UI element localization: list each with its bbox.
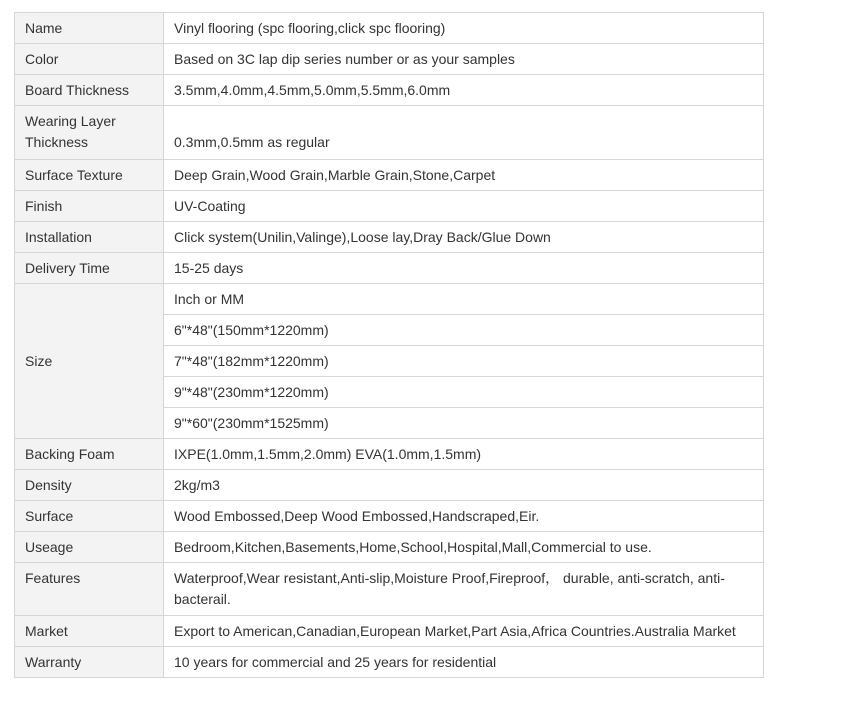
table-row bbox=[15, 44, 764, 75]
table-row bbox=[15, 160, 764, 191]
row-label: Backing Foam bbox=[15, 439, 164, 470]
table-row bbox=[15, 616, 764, 647]
table-row bbox=[15, 647, 764, 678]
row-value: Wood Embossed,Deep Wood Embossed,Handscraped,Eir. bbox=[164, 501, 764, 532]
row-label: Installation bbox=[15, 222, 164, 253]
row-label: Warranty bbox=[15, 647, 164, 678]
row-value: 15-25 days bbox=[164, 253, 764, 284]
row-value: Based on 3C lap dip series number or as your samples bbox=[164, 44, 764, 75]
row-value: 10 years for commercial and 25 years for residential bbox=[164, 647, 764, 678]
row-value: 2kg/m3 bbox=[164, 470, 764, 501]
size-option: 9"*48"(230mm*1220mm) bbox=[164, 377, 764, 408]
size-option: Inch or MM bbox=[164, 284, 764, 315]
row-value: UV-Coating bbox=[164, 191, 764, 222]
size-option: 6"*48"(150mm*1220mm) bbox=[164, 315, 764, 346]
size-option: 9"*60"(230mm*1525mm) bbox=[164, 408, 764, 439]
row-value: Waterproof,Wear resistant,Anti-slip,Moisture Proof,Fireproof， durable, anti-scratch, anti-bacterail. bbox=[164, 563, 764, 616]
table-row bbox=[15, 532, 764, 563]
row-label: Surface bbox=[15, 501, 164, 532]
table-row bbox=[15, 284, 764, 315]
row-label: Board Thickness bbox=[15, 75, 164, 106]
row-label: Wearing Layer Thickness bbox=[15, 106, 164, 160]
row-value: 0.3mm,0.5mm as regular bbox=[164, 106, 764, 160]
table-row bbox=[15, 470, 764, 501]
table-row bbox=[15, 439, 764, 470]
row-value: Vinyl flooring (spc flooring,click spc flooring) bbox=[164, 13, 764, 44]
row-label: Finish bbox=[15, 191, 164, 222]
row-label: Color bbox=[15, 44, 164, 75]
row-value: 3.5mm,4.0mm,4.5mm,5.0mm,5.5mm,6.0mm bbox=[164, 75, 764, 106]
spec-table bbox=[14, 12, 764, 678]
row-value: Export to American,Canadian,European Market,Part Asia,Africa Countries.Australia Market bbox=[164, 616, 764, 647]
size-option: 7"*48"(182mm*1220mm) bbox=[164, 346, 764, 377]
table-row bbox=[15, 13, 764, 44]
table-row bbox=[15, 106, 764, 160]
row-label: Useage bbox=[15, 532, 164, 563]
row-label: Delivery Time bbox=[15, 253, 164, 284]
table-row bbox=[15, 191, 764, 222]
table-row bbox=[15, 501, 764, 532]
row-label: Market bbox=[15, 616, 164, 647]
table-row bbox=[15, 253, 764, 284]
row-value: Click system(Unilin,Valinge),Loose lay,Dray Back/Glue Down bbox=[164, 222, 764, 253]
row-label: Size bbox=[15, 284, 164, 439]
row-label: Name bbox=[15, 13, 164, 44]
table-row bbox=[15, 222, 764, 253]
row-value: Bedroom,Kitchen,Basements,Home,School,Hospital,Mall,Commercial to use. bbox=[164, 532, 764, 563]
row-value: IXPE(1.0mm,1.5mm,2.0mm) EVA(1.0mm,1.5mm) bbox=[164, 439, 764, 470]
row-label: Density bbox=[15, 470, 164, 501]
row-value: Deep Grain,Wood Grain,Marble Grain,Stone,Carpet bbox=[164, 160, 764, 191]
table-row bbox=[15, 75, 764, 106]
row-label: Surface Texture bbox=[15, 160, 164, 191]
table-row bbox=[15, 563, 764, 616]
row-label: Features bbox=[15, 563, 164, 616]
